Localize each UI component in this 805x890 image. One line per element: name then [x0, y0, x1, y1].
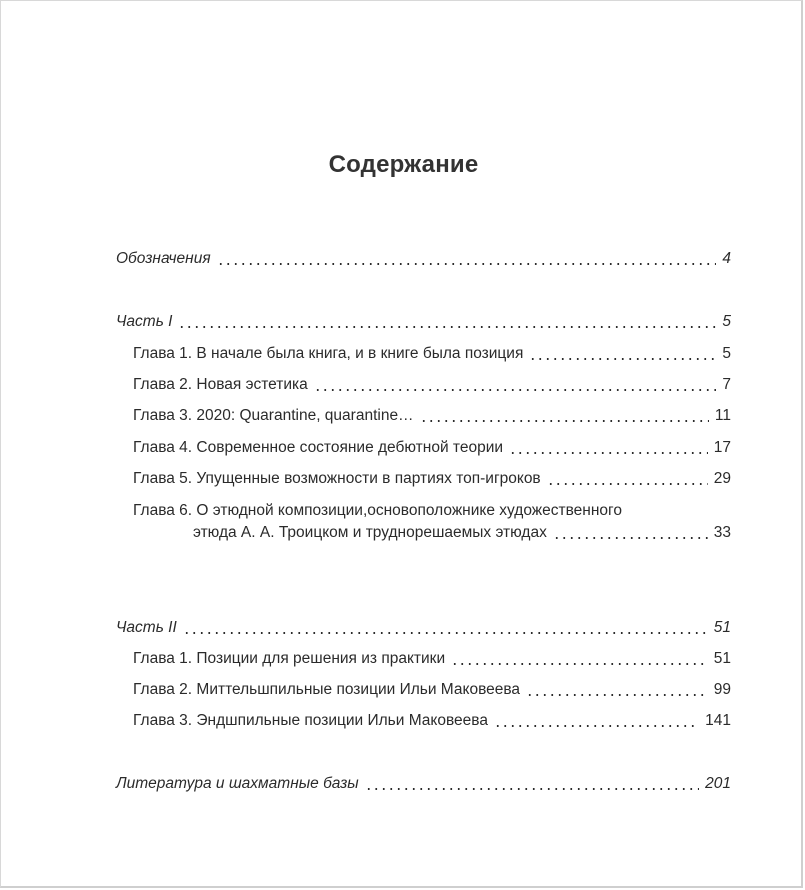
- dot-leader: [451, 652, 708, 666]
- toc-entry-part-2[interactable]: [116, 618, 731, 638]
- toc-entry-label: Глава 1. Позиции для решения из практики: [133, 650, 446, 667]
- toc-entry-label: Часть II: [116, 619, 177, 636]
- toc-page-number: 5: [722, 345, 731, 362]
- toc-entry-label: Глава 3. 2020: Quarantine, quarantine…: [133, 407, 414, 424]
- toc-entry-part2-chapter-1[interactable]: [133, 649, 731, 669]
- toc-page-number: 33: [713, 524, 731, 541]
- dot-leader: [553, 526, 708, 540]
- dot-leader: [365, 777, 699, 791]
- page-title: Содержание: [328, 151, 479, 178]
- toc-page-number: 201: [705, 775, 731, 792]
- dot-leader: [420, 409, 709, 423]
- toc-entry-label: Часть I: [116, 313, 173, 330]
- toc-entry-label: Глава 2. Миттельшпильные позиции Ильи Маковеева: [133, 681, 521, 698]
- toc-entry-label: Обозначения: [116, 250, 211, 267]
- toc-page-number: 11: [714, 407, 731, 424]
- toc-entry-part1-chapter-6-line1[interactable]: Глава 6. О этюдной композиции,основоположнике художественного: [133, 502, 622, 519]
- toc-entry-label: Глава 1. В начале была книга, и в книге была позиция: [133, 345, 524, 362]
- toc-entry-oboznacheniya[interactable]: [116, 249, 731, 269]
- toc-entry-label: Глава 2. Новая эстетика: [133, 376, 308, 393]
- toc-entry-label: Глава 3. Эндшпильные позиции Ильи Маковеева: [133, 712, 488, 729]
- toc-page-number: 4: [722, 250, 731, 267]
- toc-page-number: 51: [713, 619, 731, 636]
- toc-page-number: 17: [713, 439, 731, 456]
- dot-leader: [529, 347, 716, 361]
- toc-entry-literature[interactable]: [116, 774, 731, 794]
- toc-entry-part1-chapter-3[interactable]: [133, 406, 731, 426]
- dot-leader: [494, 714, 699, 728]
- dot-leader: [547, 472, 708, 486]
- toc-entry-label: Глава 5. Упущенные возможности в партиях топ-игроков: [133, 470, 541, 487]
- dot-leader: [509, 441, 708, 455]
- toc-entry-part2-chapter-2[interactable]: [133, 680, 731, 700]
- toc-entry-part2-chapter-3[interactable]: [133, 711, 731, 731]
- dot-leader: [178, 315, 716, 329]
- dot-leader: [217, 252, 717, 266]
- toc-entry-part1-chapter-2[interactable]: [133, 375, 731, 395]
- toc-entry-part-1[interactable]: [116, 312, 731, 332]
- toc-entry-part1-chapter-1[interactable]: [133, 344, 731, 364]
- toc-entry-part1-chapter-6[interactable]: [193, 523, 731, 543]
- toc-page-number: 51: [713, 650, 731, 667]
- toc-entry-label: Глава 4. Современное состояние дебютной теории: [133, 439, 504, 456]
- toc-entry-label: этюда А. А. Троицком и труднорешаемых этюдах: [193, 524, 547, 541]
- toc-page-number: 29: [713, 470, 731, 487]
- toc-entry-label: Литература и шахматные базы: [116, 775, 359, 792]
- toc-page-number: 141: [705, 712, 731, 729]
- toc-page-number: 5: [722, 313, 731, 330]
- toc-page-number: 7: [722, 376, 731, 393]
- toc-entry-part1-chapter-5[interactable]: [133, 469, 731, 489]
- dot-leader: [314, 378, 717, 392]
- dot-leader: [183, 621, 708, 635]
- toc-entry-part1-chapter-4[interactable]: [133, 438, 731, 458]
- dot-leader: [526, 683, 708, 697]
- toc-page-number: 99: [713, 681, 731, 698]
